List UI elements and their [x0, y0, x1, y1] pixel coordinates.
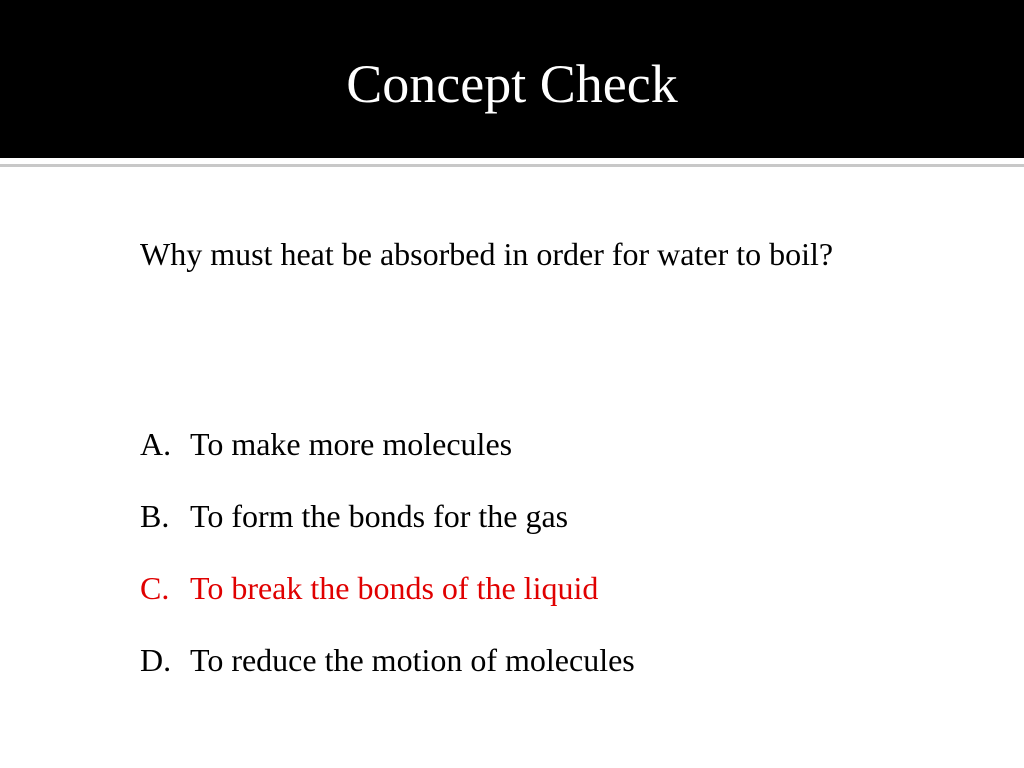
title-bar: [0, 0, 1024, 158]
question-text: Why must heat be absorbed in order for water to boil?: [140, 236, 834, 272]
option-letter: C.: [140, 570, 170, 606]
slide-title: Concept Check: [346, 54, 678, 114]
answer-options: [140, 420, 940, 708]
option-d: [140, 636, 940, 708]
option-b: [140, 492, 940, 564]
option-a: [140, 420, 940, 492]
option-letter: B.: [140, 498, 170, 534]
option-text: To break the bonds of the liquid: [190, 570, 599, 606]
title-divider: [0, 164, 1024, 167]
option-c-correct: [140, 564, 940, 636]
option-text: To reduce the motion of molecules: [190, 642, 635, 678]
option-text: To form the bonds for the gas: [190, 498, 569, 534]
option-text: To make more molecules: [190, 426, 513, 462]
option-letter: A.: [140, 426, 172, 462]
option-letter: D.: [140, 642, 172, 678]
